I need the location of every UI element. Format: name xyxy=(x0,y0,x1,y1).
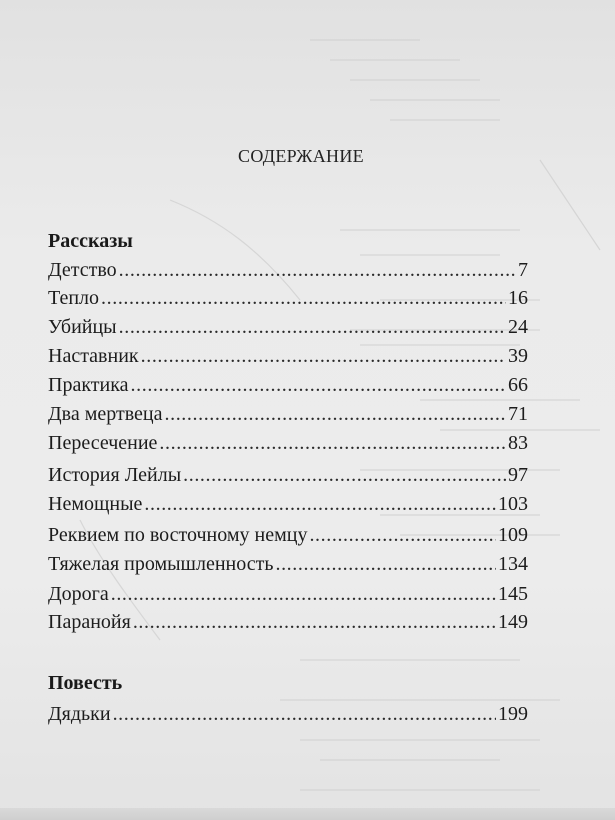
toc-entry-title: Практика xyxy=(48,374,129,396)
toc-entry[interactable] xyxy=(48,580,528,608)
toc-entry-title: Реквием по восточному немцу xyxy=(48,524,308,546)
toc-entry[interactable] xyxy=(48,521,528,549)
toc-entry-title: Убийцы xyxy=(48,316,117,338)
dot-leader xyxy=(119,256,516,284)
toc-entry-page: 149 xyxy=(498,611,528,633)
toc-entry-page: 39 xyxy=(508,345,528,367)
toc-entry[interactable] xyxy=(48,608,528,636)
toc-entry-title: Дядьки xyxy=(48,703,111,725)
section-title-novella: Повесть xyxy=(48,672,123,694)
dot-leader xyxy=(119,313,506,341)
toc-entry-title: Дорога xyxy=(48,583,109,605)
toc-entry[interactable] xyxy=(48,256,528,284)
toc-entry[interactable] xyxy=(48,371,528,399)
dot-leader xyxy=(141,342,506,370)
toc-entry[interactable] xyxy=(48,284,528,312)
toc-entry-title: Детство xyxy=(48,259,117,281)
toc-entry-page: 134 xyxy=(498,553,528,575)
toc-entry-title: История Лейлы xyxy=(48,464,182,486)
dot-leader xyxy=(309,521,496,549)
toc-entry-page: 199 xyxy=(498,703,528,725)
toc-entry-page: 66 xyxy=(508,374,528,396)
toc-entry[interactable] xyxy=(48,429,528,457)
dot-leader xyxy=(275,550,496,578)
toc-entry[interactable] xyxy=(48,490,528,518)
toc-entry-title: Тяжелая промышленность xyxy=(48,553,274,575)
toc-entry-title: Немощные xyxy=(48,493,143,515)
toc-entry-title: Наставник xyxy=(48,345,139,367)
toc-entry[interactable] xyxy=(48,400,528,428)
toc-entry-title: Пересечение xyxy=(48,432,158,454)
toc-entry-title: Два мертвеца xyxy=(48,403,163,425)
dot-leader xyxy=(113,700,496,728)
toc-entry-page: 103 xyxy=(498,493,528,515)
dot-leader xyxy=(131,371,506,399)
dot-leader xyxy=(144,490,496,518)
toc-entry-page: 145 xyxy=(498,583,528,605)
toc-entry[interactable] xyxy=(48,700,528,728)
toc-entry[interactable] xyxy=(48,342,528,370)
contents-heading: СОДЕРЖАНИЕ xyxy=(238,146,364,166)
dot-leader xyxy=(101,284,506,312)
dot-leader xyxy=(111,580,496,608)
toc-entry-page: 16 xyxy=(508,287,528,309)
section-title-stories: Рассказы xyxy=(48,230,133,252)
page-bottom-edge xyxy=(0,808,615,820)
dot-leader xyxy=(165,400,507,428)
toc-entry[interactable] xyxy=(48,550,528,578)
toc-entry-page: 7 xyxy=(518,259,528,281)
toc-entry-page: 97 xyxy=(508,464,528,486)
dot-leader xyxy=(133,608,496,636)
toc-entry[interactable] xyxy=(48,313,528,341)
toc-entry-page: 71 xyxy=(508,403,528,425)
dot-leader xyxy=(183,461,506,489)
dot-leader xyxy=(159,429,506,457)
toc-entry-page: 83 xyxy=(508,432,528,454)
toc-entry-title: Тепло xyxy=(48,287,100,309)
toc-entry-page: 109 xyxy=(498,524,528,546)
toc-entry-page: 24 xyxy=(508,316,528,338)
toc-entry[interactable] xyxy=(48,461,528,489)
toc-entry-title: Паранойя xyxy=(48,611,131,633)
